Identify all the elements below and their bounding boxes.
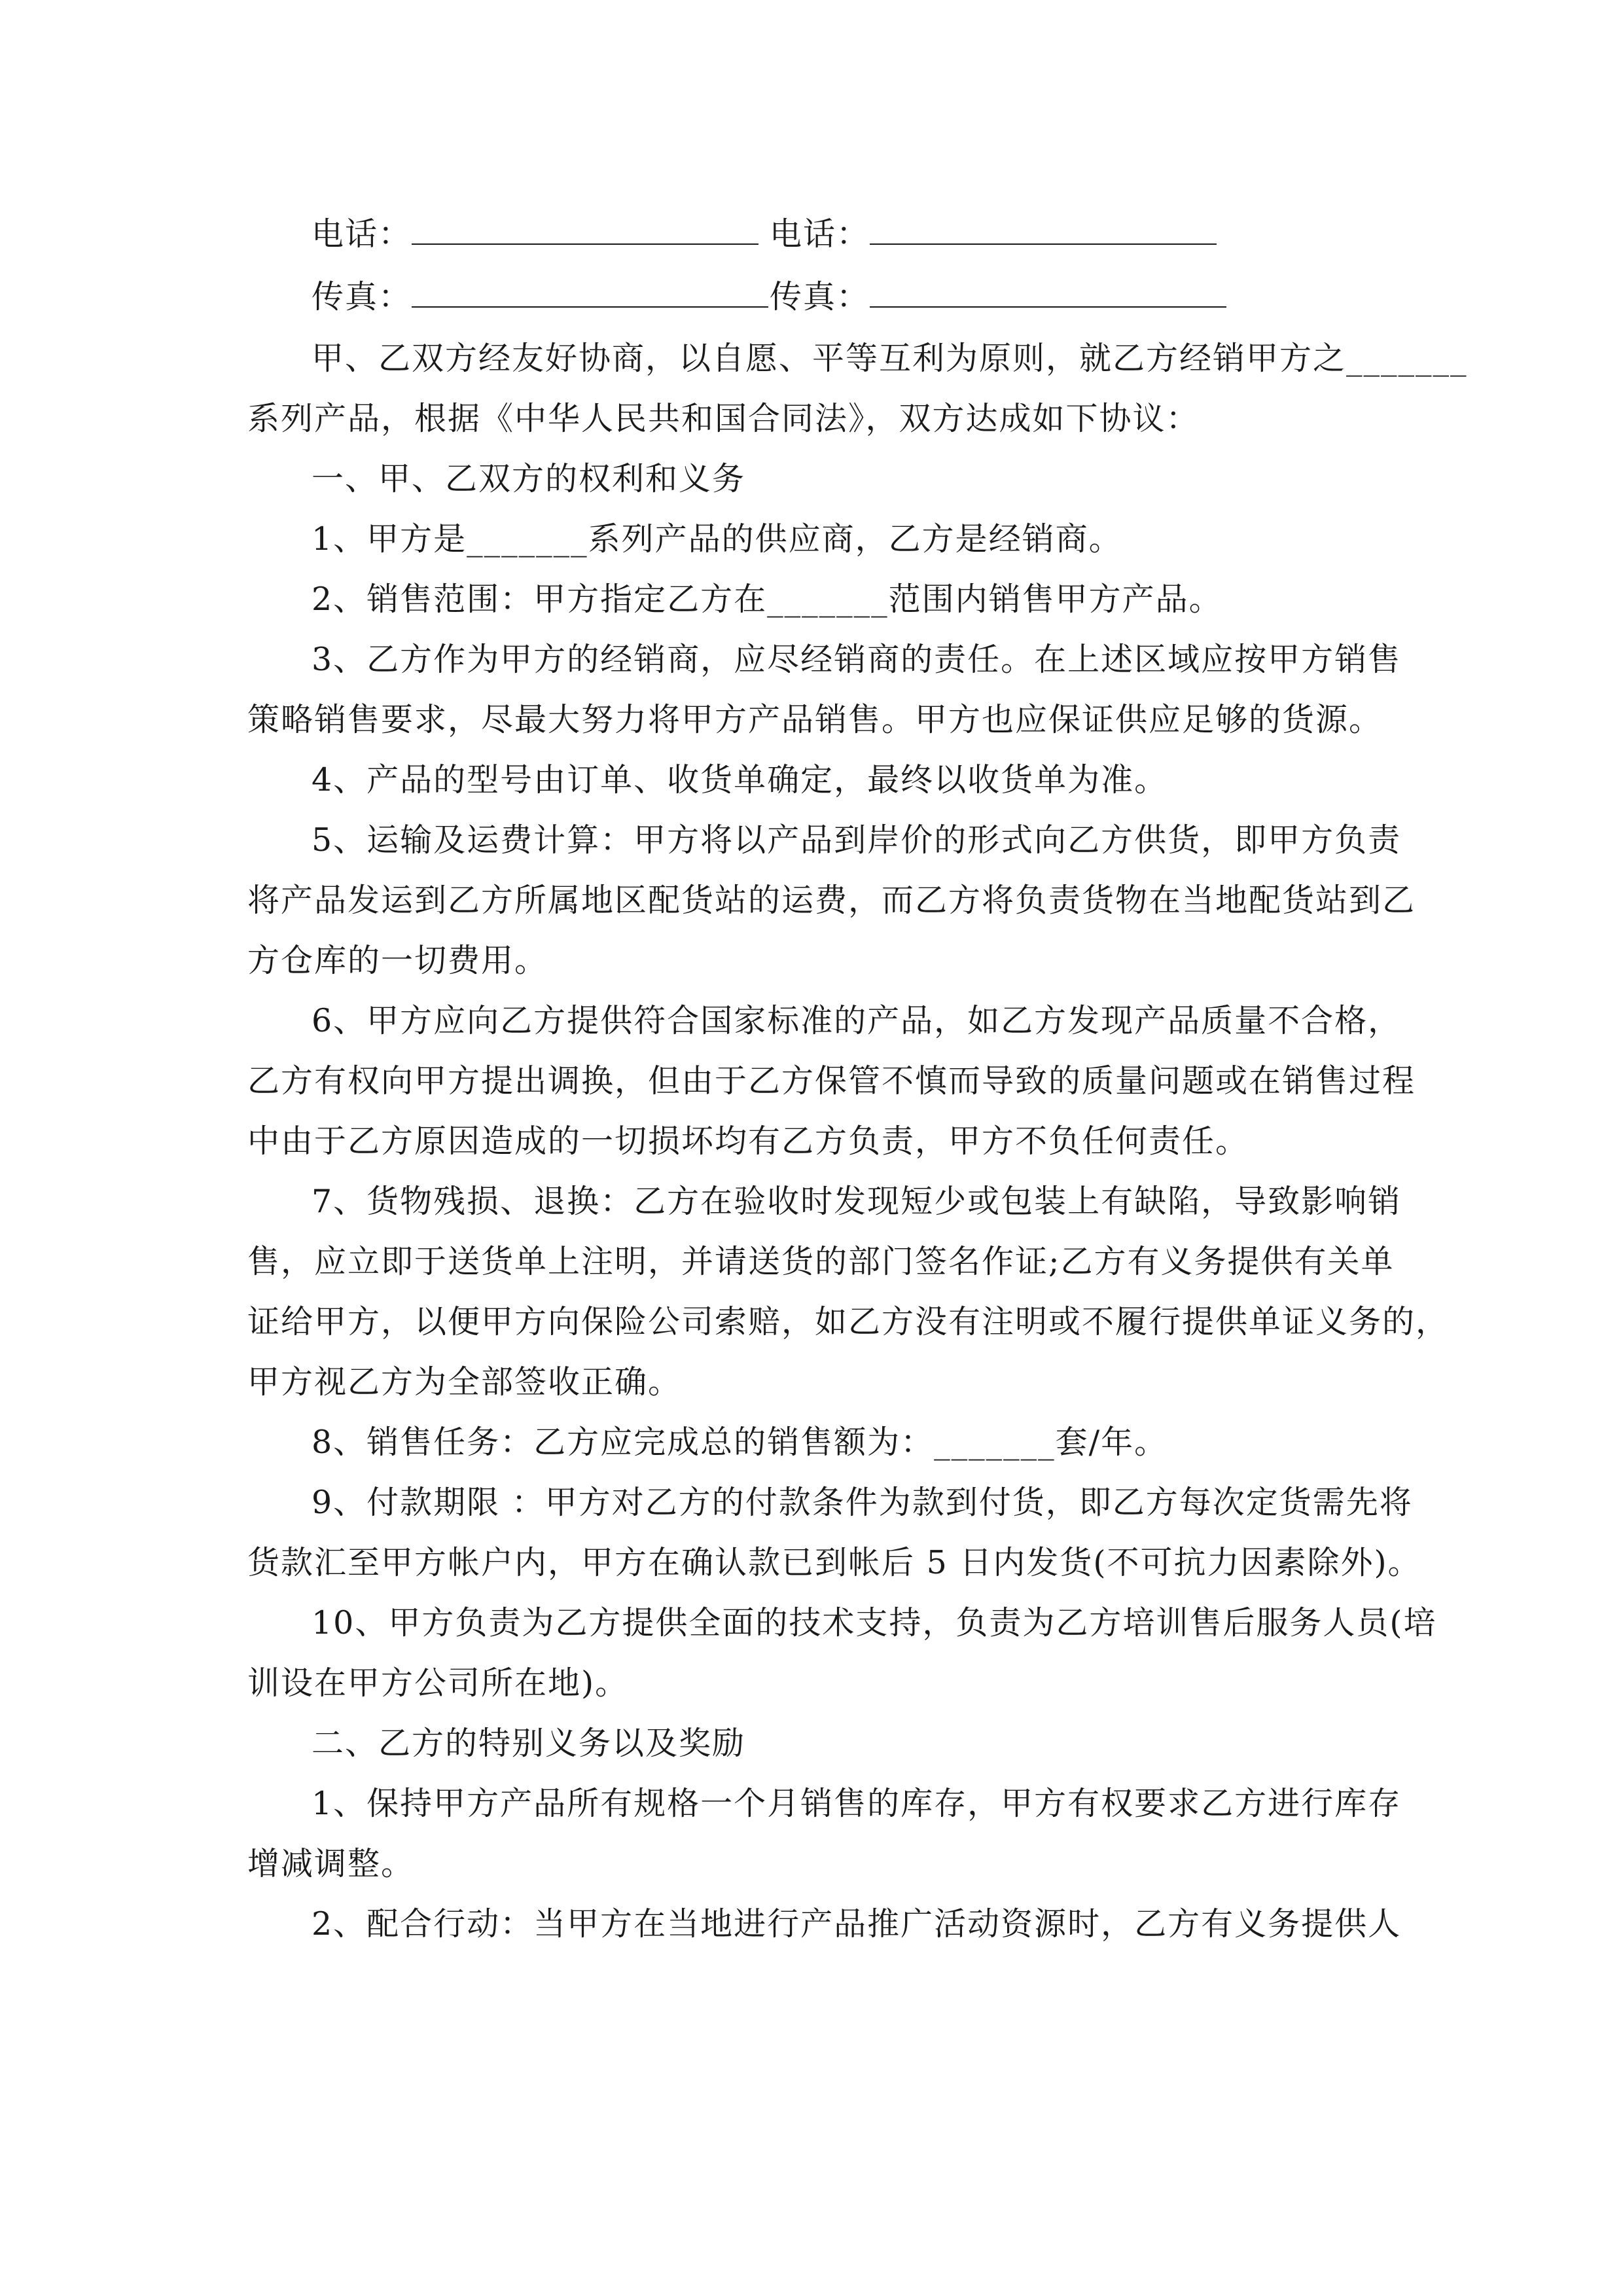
text-line: 2、销售范围：甲方指定乙方在_______范围内销售甲方产品。 xyxy=(312,581,1222,618)
fax-blank xyxy=(412,280,768,308)
fax-blank xyxy=(870,280,1226,308)
text-line: 增减调整。 xyxy=(247,1845,415,1882)
text-line: 2、配合行动：当甲方在当地进行产品推广活动资源时，乙方有义务提供人 xyxy=(312,1905,1402,1943)
text-line: 4、产品的型号由订单、收货单确定，最终以收货单为准。 xyxy=(312,761,1168,798)
text-line: 中由于乙方原因造成的一切损坏均有乙方负责，甲方不负任何责任。 xyxy=(247,1122,1249,1160)
contract-body xyxy=(247,203,1468,1954)
text-line: 方仓库的一切费用。 xyxy=(247,942,548,979)
party-a-fax xyxy=(312,266,770,329)
fax-label: 传真： xyxy=(770,278,870,315)
text-line: 1、保持甲方产品所有规格一个月销售的库存，甲方有权要求乙方进行库存 xyxy=(312,1785,1402,1822)
text-line: 售，应立即于送货单上注明，并请送货的部门签名作证;乙方有义务提供有关单 xyxy=(247,1243,1395,1280)
text-line: 8、销售任务：乙方应完成总的销售额为：_______套/年。 xyxy=(312,1424,1168,1461)
text-line: 1、甲方是_______系列产品的供应商，乙方是经销商。 xyxy=(312,520,1122,558)
phone-label: 电话： xyxy=(312,215,412,253)
phone-row xyxy=(247,203,1366,266)
fax-label: 传真： xyxy=(312,278,412,315)
text-line: 策略销售要求，尽最大努力将甲方产品销售。甲方也应保证供应足够的货源。 xyxy=(247,701,1383,738)
text-line: 将产品发运到乙方所属地区配货站的运费，而乙方将负责货物在当地配货站到乙 xyxy=(247,882,1416,919)
text-line: 5、运输及运费计算：甲方将以产品到岸价的形式向乙方供货，即甲方负责 xyxy=(312,821,1402,859)
text-line: 10、甲方负责为乙方提供全面的技术支持，负责为乙方培训售后服务人员(培 xyxy=(312,1604,1437,1641)
text-line: 货款汇至甲方帐户内，甲方在确认款已到帐后 5 日内发货(不可抗力因素除外)。 xyxy=(247,1544,1421,1581)
phone-label: 电话： xyxy=(770,215,870,253)
text-line: 乙方有权向甲方提出调换，但由于乙方保管不慎而导致的质量问题或在销售过程 xyxy=(247,1062,1416,1100)
party-b-fax xyxy=(770,266,1226,329)
fax-row xyxy=(247,266,1366,329)
text-line: 一、甲、乙双方的权利和义务 xyxy=(312,460,746,497)
phone-blank xyxy=(412,217,758,245)
phone-blank xyxy=(870,217,1217,245)
text-line: 3、乙方作为甲方的经销商，应尽经销商的责任。在上述区域应按甲方销售 xyxy=(312,641,1402,678)
text-line: 甲方视乙方为全部签收正确。 xyxy=(247,1363,682,1401)
text-line: 7、货物残损、退换：乙方在验收时发现短少或包装上有缺陷，导致影响销 xyxy=(312,1183,1402,1220)
text-line: 系列产品，根据《中华人民共和国合同法》，双方达成如下协议： xyxy=(247,400,1200,437)
text-line: 二、乙方的特别义务以及奖励 xyxy=(312,1725,746,1762)
contract-text xyxy=(247,329,1468,1954)
text-line: 训设在甲方公司所在地)。 xyxy=(247,1664,629,1702)
text-line: 6、甲方应向乙方提供符合国家标准的产品，如乙方发现产品质量不合格， xyxy=(312,1002,1402,1039)
text-line: 甲、乙双方经友好协商，以自愿、平等互利为原则，就乙方经销甲方之_______ xyxy=(312,340,1468,377)
text-line: 9、付款期限 ：甲方对乙方的付款条件为款到付货，即乙方每次定货需先将 xyxy=(312,1484,1413,1521)
party-a-phone xyxy=(312,203,770,266)
party-b-phone xyxy=(770,203,1217,266)
text-line: 证给甲方，以便甲方向保险公司索赔，如乙方没有注明或不履行提供单证义务的， xyxy=(247,1303,1450,1340)
